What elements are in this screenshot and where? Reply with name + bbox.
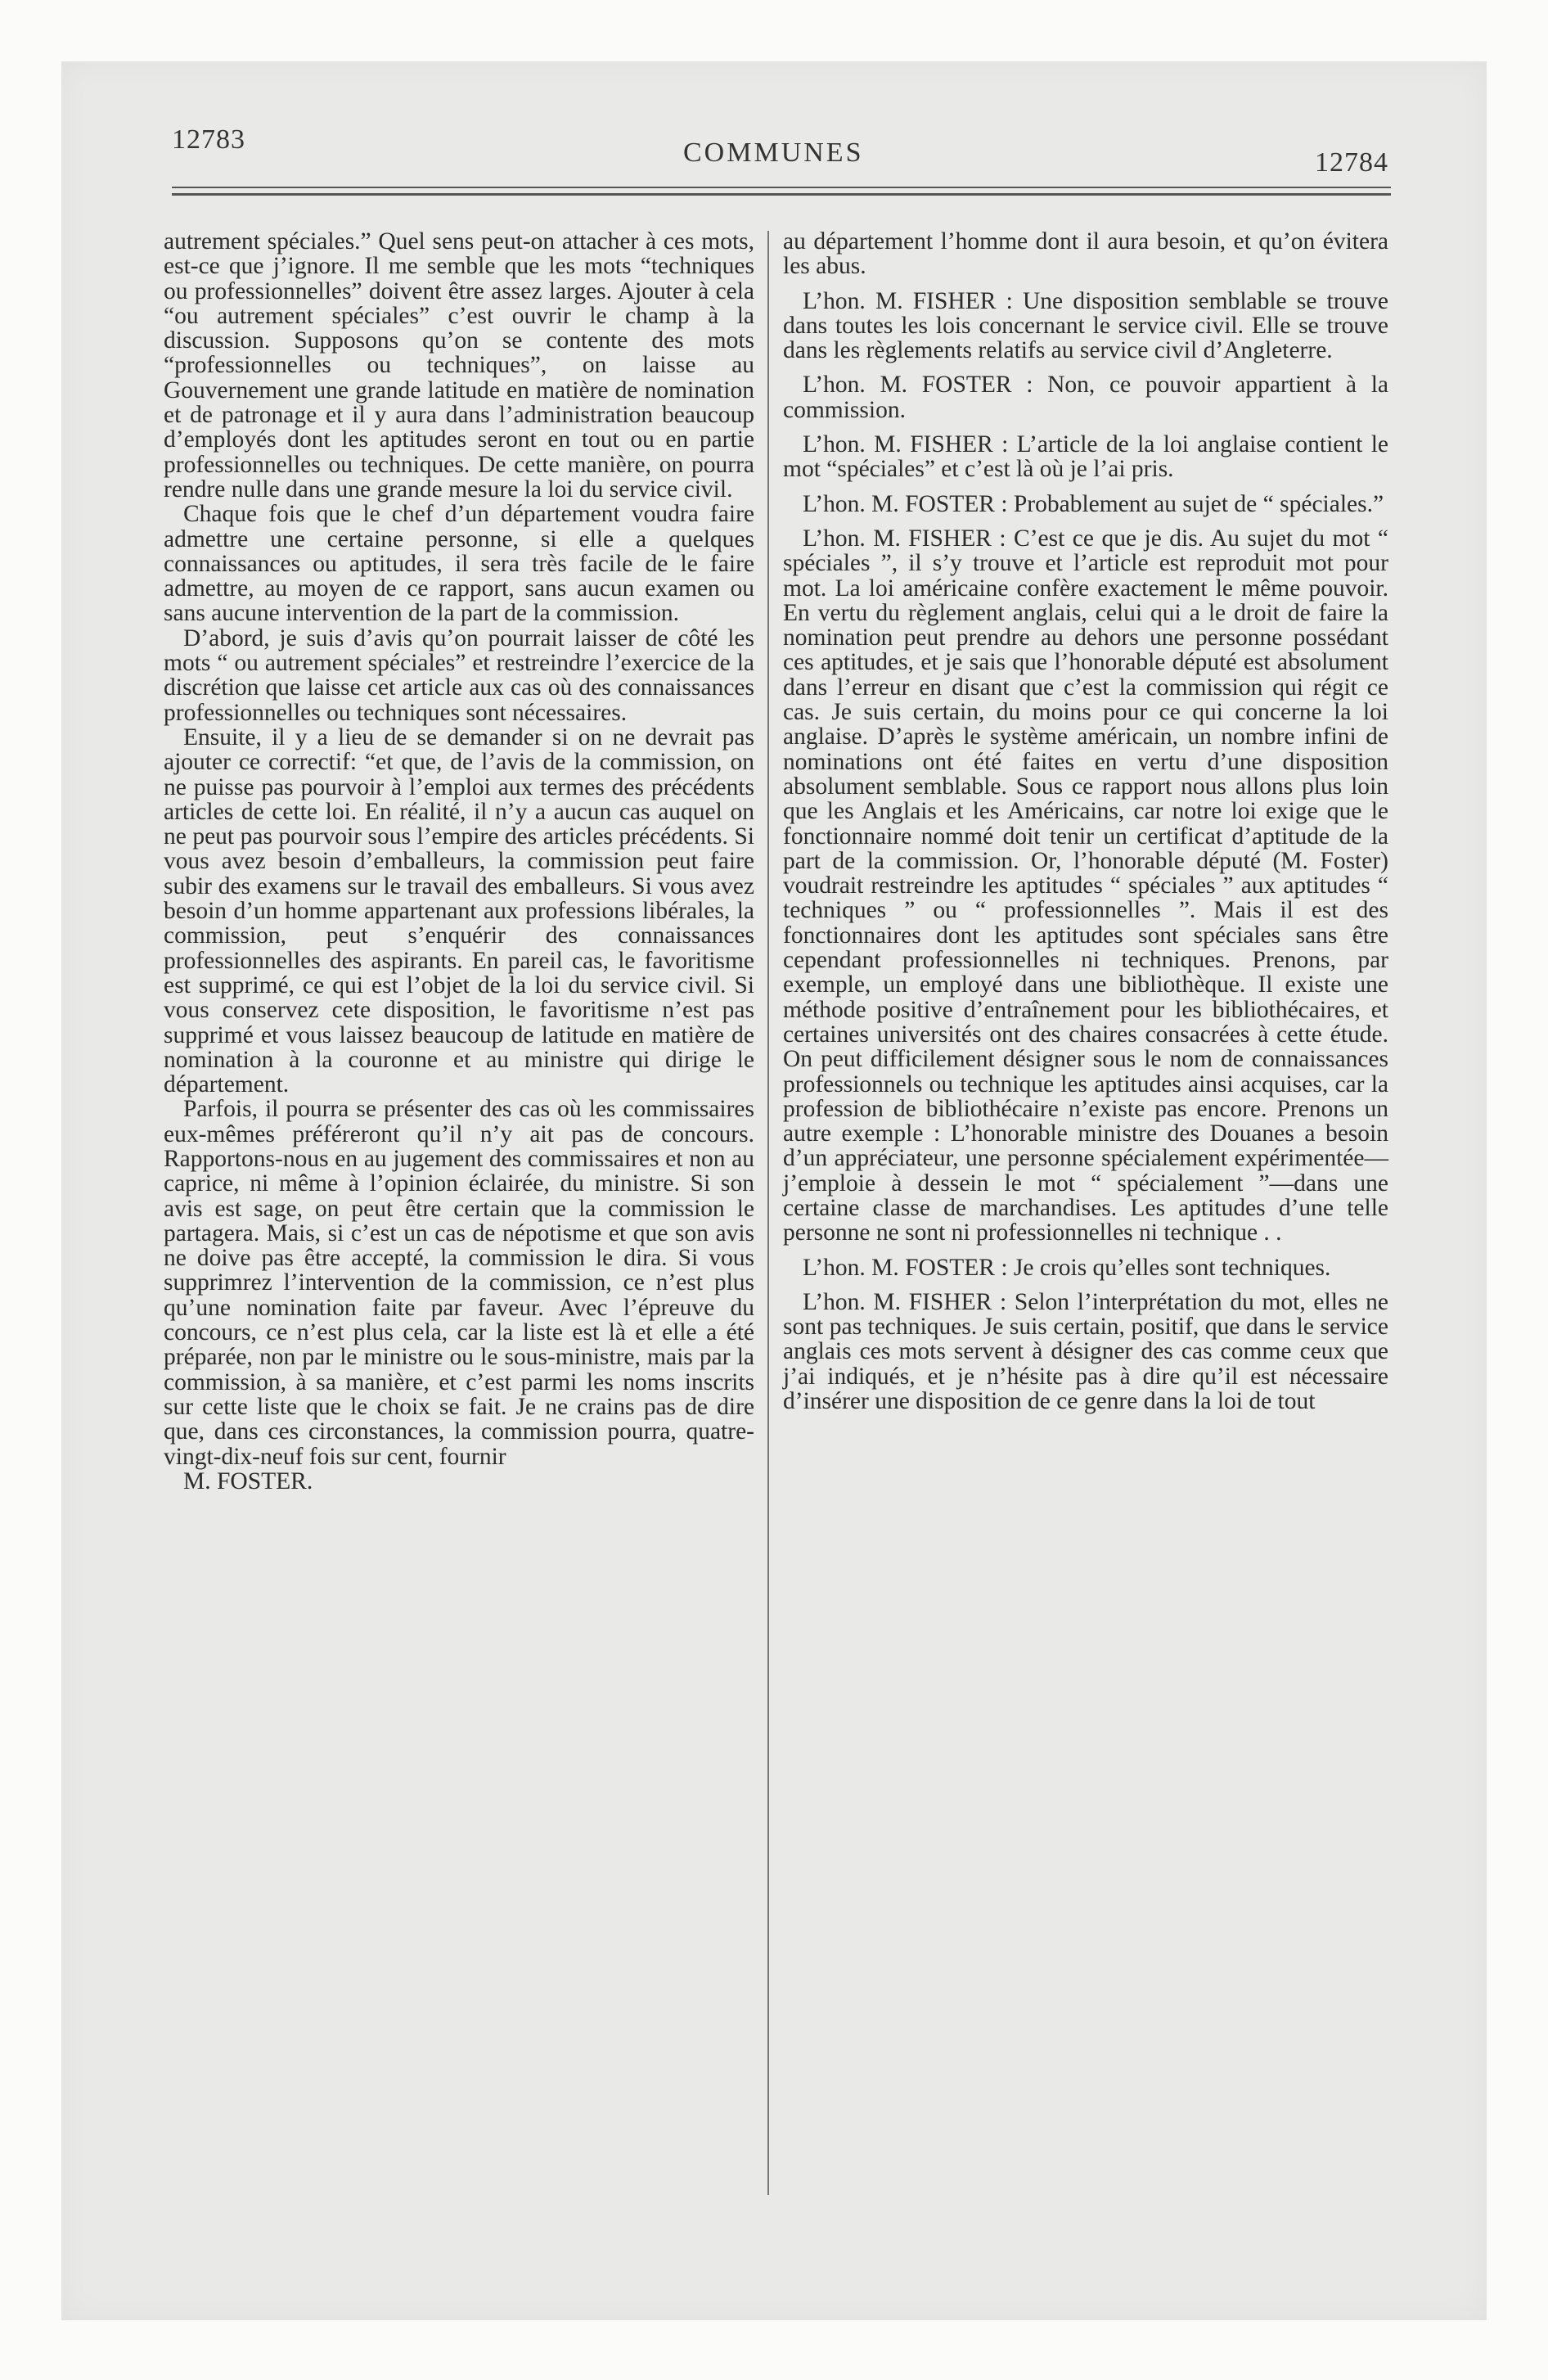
paragraph: L’hon. M. FOSTER : Probablement au sujet de “ spéciales.” xyxy=(803,490,1384,517)
paragraph: Chaque fois que le chef d’un département voudra faire admettre une certaine personne, si elle a quelques connaissances ou aptitudes, il sera très facile de le faire admettre, au moyen de ce rapport, sans aucun examen ou sans aucune intervention de la part de la commission. xyxy=(164,501,754,627)
paragraph: Ensuite, il y a lieu de se demander si on ne devrait pas ajouter ce correctif: “et que, de l’avis de la commission, on ne puisse pas pourvoir à l’emploi aux termes des précédents articles de cette loi. En réalité, il n’y a aucun cas auquel on ne peut pas pourvoir sous l’empire des articles précédents. Si vous avez besoin d’emballeurs, la commission peut faire subir des examens sur le travail des emballeurs. Si vous avez besoin d’un homme appartenant aux professions libérales, la commission, peut s’enquérir des connaissances professionnelles des aspirants. En pareil cas, le favoritisme est supprimé, ce qui est l’objet de la loi du service civil. Si vous conservez cete disposition, le favoritisme n’est pas supprimé et vous laissez beaucoup de latitude en matière de nomination à la couronne et au ministre qui dirige le département. xyxy=(164,723,754,1098)
right-column xyxy=(783,229,1388,1413)
paragraph: Parfois, il pourra se présenter des cas où les commissaires eux-mêmes préféreront qu’il n’y ait pas de concours. Rapportons-nous en au jugement des commissaires et non au caprice, ni même à l’opinion éclairée, du ministre. Si son avis est sage, on peut être certain que la commission le partagera. Mais, si c’est un cas de népotisme et que son avis ne doive pas être accepté, la commission le dira. Si vous supprimrez l’intervention de la commission, ce n’est plus qu’une nomination faite par faveur. Avec l’épreuve du concours, ce n’est plus cela, car la liste est là et elle a été préparée, non par le ministre ou le sous-ministre, mais par la commission, à sa manière, et c’est parmi les noms inscrits sur cette liste que le choix se fait. Je ne crains pas de dire que, dans ces circonstances, la commission pourra, quatre-vingt-dix-neuf fois sur cent, fournir xyxy=(164,1096,754,1470)
paragraph: L’hon. M. FISHER : C’est ce que je dis. Au sujet du mot “ spéciales ”, il s’y trouve et l’article est reproduit mot pour mot. La loi américaine confère exactement le même pouvoir. En vertu du règlement anglais, celui qui a le droit de faire la nomination peut prendre au dehors une personne possédant ces aptitudes, et je sais que l’honorable député est absolument dans l’erreur en disant que c’est la commission qui régit ce cas. Je suis certain, du moins pour ce qui concerne la loi anglaise. D’après le système américain, un nombre infini de nominations ont été faites en vertu d’une disposition absolument semblable. Sous ce rapport nous allons plus loin que les Anglais et les Américains, car notre loi exige que le fonctionnaire nommé doit tenir un certificat d’aptitude de la part de la commission. Or, l’honorable député (M. Foster) voudrait restreindre les aptitudes “ spéciales ” aux aptitudes “ techniques ” ou “ professionnelles ”. Mais il est des fonctionnaires dont les aptitudes sont spéciales sans être cependant professionnelles ni techniques. Prenons, par exemple, un employé dans une bibliothèque. Il existe une méthode positive d’entraînement pour les bibliothécaires, et certaines universités ont des chaires consacrées à cette étude. On peut difficilement désigner sous le nom de connaissances professionnels ou technique les aptitudes ainsi acquises, car la profession de bibliothécaire n’existe pas encore. Prenons un autre exemple : L’honorable ministre des Douanes a besoin d’un appréciateur, une personne spécialement expérimentée—j’emploie à dessein le mot “ spécialement ”—dans une certaine classe de marchandises. Les aptitudes d’une telle personne ne sont ni professionnelles ni technique . . xyxy=(783,525,1388,1246)
paragraph: L’hon. M. FISHER : Selon l’interprétation du mot, elles ne sont pas techniques. Je suis certain, positif, que dans le service anglais ces mots servent à désigner des cas comme ceux que j’ai indiqués, et je n’hésite pas à dire qu’il est nécessaire d’insérer une disposition de ce genre dans la loi de tout xyxy=(783,1288,1388,1415)
paragraph: L’hon. M. FOSTER : Je crois qu’elles sont techniques. xyxy=(803,1254,1331,1281)
paragraph: L’hon. M. FISHER : L’article de la loi anglaise contient le mot “spéciales” et c’est là où je l’ai pris. xyxy=(783,431,1388,483)
page-number-left: 12783 xyxy=(172,124,245,155)
paragraph: D’abord, je suis d’avis qu’on pourrait laisser de côté les mots “ ou autrement spéciales” et restreindre l’exercice de la discrétion que laisse cet article aux cas où des connaissances professionnelles ou techniques sont nécessaires. xyxy=(164,624,754,726)
paragraph: au département l’homme dont il aura besoin, et qu’on évitera les abus. xyxy=(783,228,1388,280)
paragraph: L’hon. M. FOSTER : Non, ce pouvoir appartient à la commission. xyxy=(783,372,1388,423)
paragraph: L’hon. M. FISHER : Une disposition semblable se trouve dans toutes les lois concernant le service civil. Elle se trouve dans les règlements relatifs au service civil d’Angleterre. xyxy=(783,287,1388,364)
header-rule-thick xyxy=(172,193,1391,196)
header-rule-thin xyxy=(172,187,1391,188)
left-column xyxy=(164,229,754,1494)
column-divider xyxy=(767,231,769,2195)
running-title: COMMUNES xyxy=(683,137,864,168)
paragraph: autrement spéciales.” Quel sens peut-on attacher à ces mots, est-ce que j’ignore. Il me semble que les mots “techniques ou professionnelles” doivent être assez larges. Ajouter à cela “ou autrement spéciales” c’est ouvrir le champ à la discussion. Supposons qu’on se contente des mots “professionnelles ou techniques”, on laisse au Gouvernement une grande latitude en matière de nomination et de patronage et il y aura dans l’administration beaucoup d’employés dont les aptitudes seront en tout ou en partie professionnelles ou techniques. De cette manière, on pourra rendre nulle dans une grande mesure la loi du service civil. xyxy=(164,228,754,503)
page-number-right: 12784 xyxy=(1315,147,1388,178)
speaker-signature: M. FOSTER. xyxy=(183,1467,313,1494)
